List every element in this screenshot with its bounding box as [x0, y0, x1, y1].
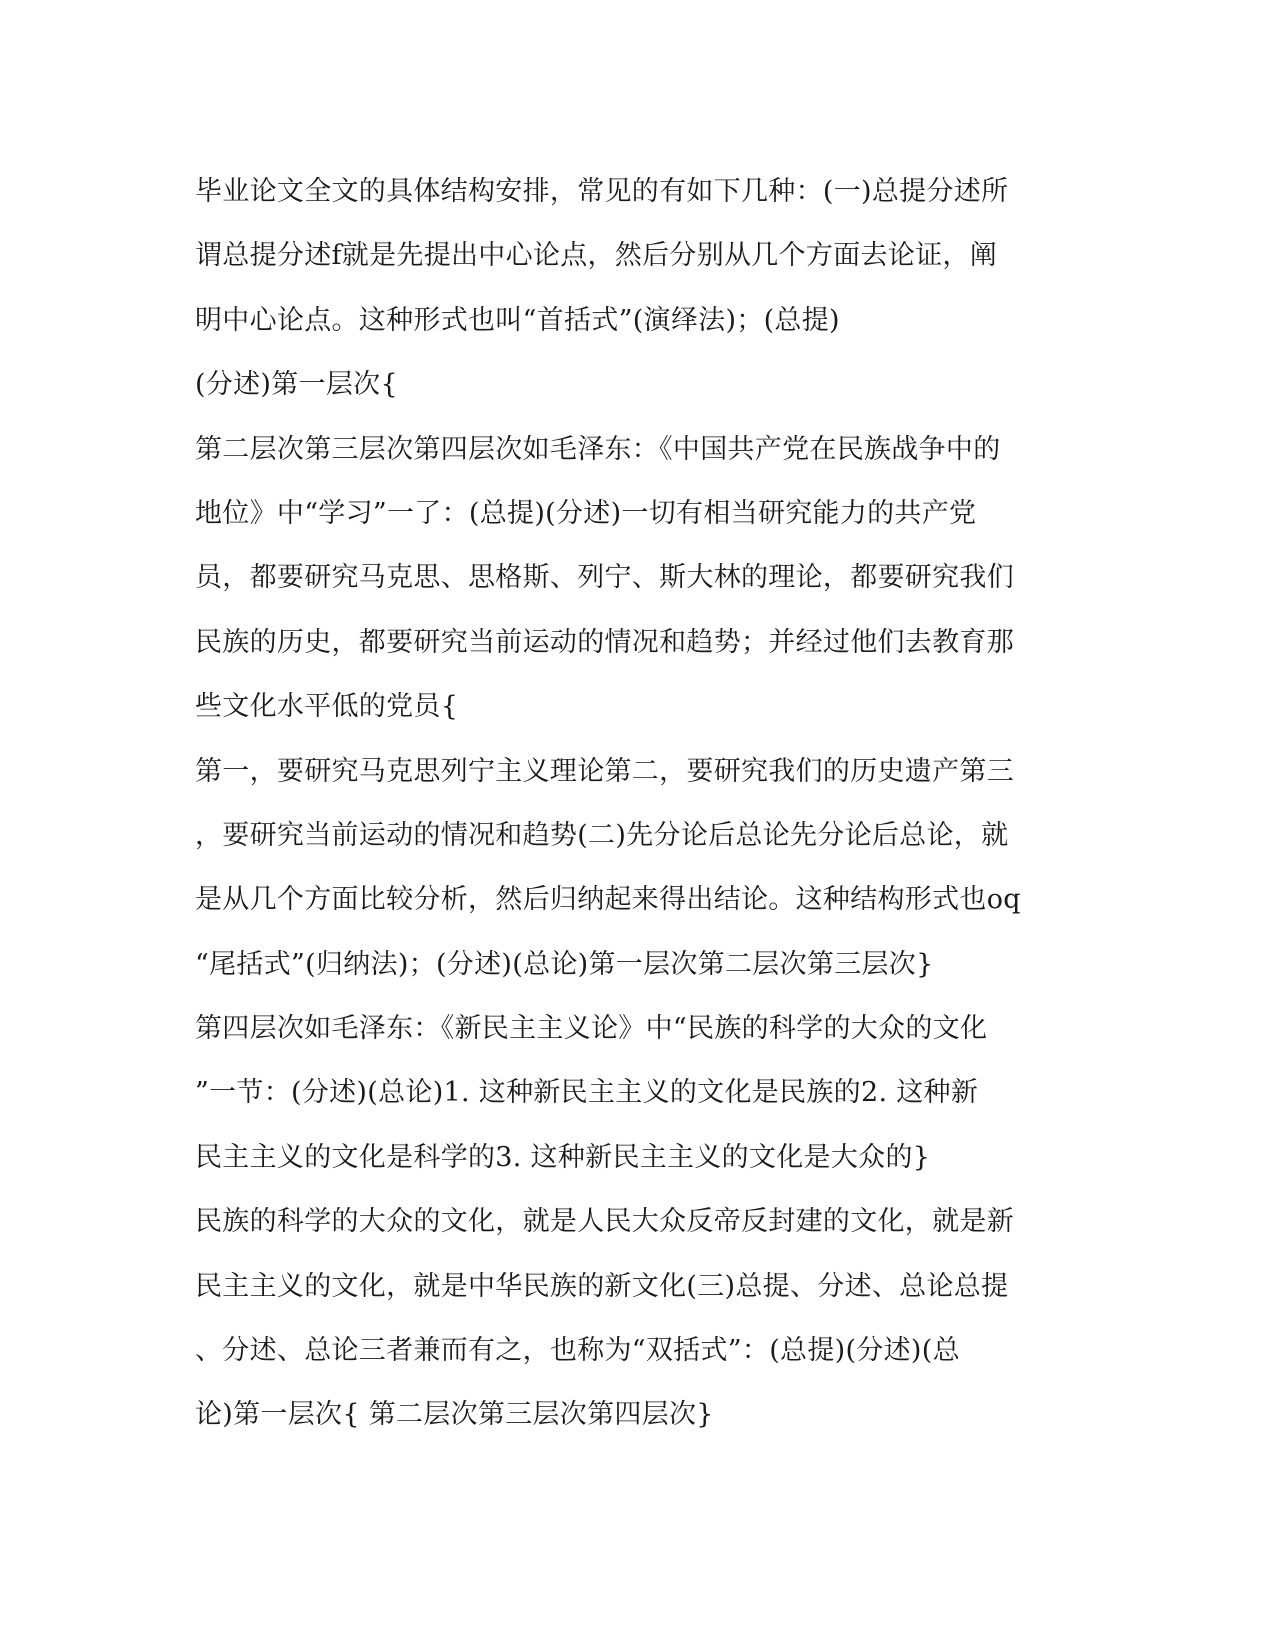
text-line: 员，都要研究马克思、思格斯、列宁、斯大林的理论，都要研究我们 [195, 562, 1014, 594]
text-line: 民族的历史，都要研究当前运动的情况和趋势；并经过他们去教育那 [195, 626, 1014, 658]
text-line: 明中心论点。这种形式也叫“首括式”(演绎法)；(总提) [195, 304, 840, 336]
text-line: 、分述、总论三者兼而有之，也称为“双括式”：(总提)(分述)(总 [195, 1335, 960, 1367]
text-line: ”一节：(分述)(总论)1. 这种新民主主义的文化是民族的2. 这种新 [195, 1077, 979, 1109]
text-line: 是从几个方面比较分析，然后归纳起来得出结论。这种结构形式也oq [195, 884, 1021, 916]
text-line: 些文化水平低的党员{ [195, 691, 459, 723]
text-line: 第四层次如毛泽东：《新民主主义论》中“民族的科学的大众的文化 [195, 1013, 988, 1045]
text-line: 第一，要研究马克思列宁主义理论第二，要研究我们的历史遗产第三 [195, 755, 1014, 787]
document-body [195, 160, 1075, 1448]
text-line: 民族的科学的大众的文化，就是人民大众反帝反封建的文化，就是新 [195, 1206, 1014, 1238]
text-line: 第二层次第三层次第四层次如毛泽东：《中国共产党在民族战争中的 [195, 433, 1001, 465]
text-line: 谓总提分述f就是先提出中心论点，然后分别从几个方面去论证，阐 [195, 240, 997, 272]
text-line: 毕业论文全文的具体结构安排，常见的有如下几种：(一)总提分述所 [195, 176, 1009, 207]
text-line: ，要研究当前运动的情况和趋势(二)先分论后总论先分论后总论，就 [195, 819, 1009, 851]
text-line: 民主主义的文化，就是中华民族的新文化(三)总提、分述、总论总提 [195, 1270, 1009, 1302]
text-line: 地位》中“学习”一了：(总提)(分述)一切有相当研究能力的共产党 [195, 497, 977, 529]
text-line: 论)第一层次{ 第二层次第三层次第四层次} [195, 1399, 714, 1431]
text-line: “尾括式”(归纳法)；(分述)(总论)第一层次第二层次第三层次} [195, 948, 934, 980]
text-line: (分述)第一层次{ [195, 369, 398, 401]
text-line: 民主主义的文化是科学的3. 这种新民主主义的文化是大众的} [195, 1141, 931, 1173]
